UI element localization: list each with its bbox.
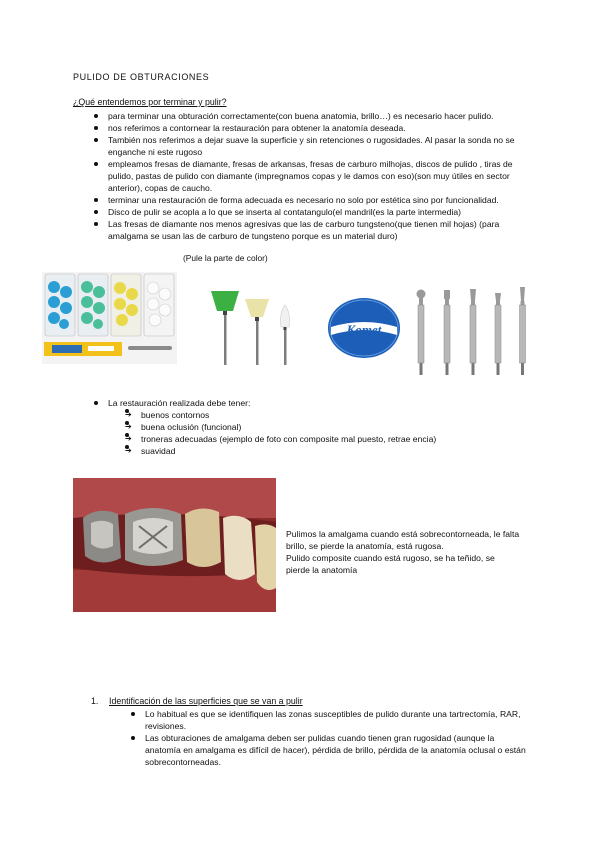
restoration-intro: La restauración realizada debe tener:	[108, 398, 251, 408]
list-item: Las fresas de diamante nos menos agresivas que las de carburo tungsteno(que tienen mil hojas) (para amalgama se usan las de carburo de tungsteno porque es un material duro)	[91, 218, 536, 242]
polishing-cups-image	[205, 285, 303, 367]
list-item: Disco de pulir se acopla a lo que se inserta al contatangulo(el mandril(es la parte intermedia)	[91, 206, 536, 218]
komet-logo-text: Komet	[346, 322, 382, 337]
photo-description	[286, 516, 521, 576]
numbered-heading	[91, 696, 303, 706]
list-item: ➔ buenos contornos	[125, 409, 491, 421]
section-number: 1.	[91, 696, 99, 706]
image-caption: (Pule la parte de color)	[183, 253, 268, 263]
list-item: nos referimos a contornear la restauración para obtener la anatomía deseada.	[91, 122, 536, 134]
polishing-discs-image	[42, 272, 177, 364]
intro-bullet-list	[91, 110, 536, 242]
burs-image	[410, 285, 540, 385]
section-title: Identificación de las superficies que se van a pulir	[109, 696, 303, 706]
restoration-bullet-list	[91, 397, 491, 457]
section1-bullet-list	[128, 708, 528, 768]
list-item	[91, 397, 491, 457]
photo-description-text: Pulimos la amalgama cuando está sobrecontorneada, le falta brillo, se pierde la anatomía, está rugosa. Pulido composite cuando está rugoso, se ha teñido, se pierde la anatomía	[286, 529, 520, 575]
list-item: ➔ suavidad	[125, 445, 491, 457]
list-item: ➔ troneras adecuadas (ejemplo de foto con composite mal puesto, retrae encia)	[125, 433, 491, 445]
list-item: ➔ buena oclusión (funcional)	[125, 421, 491, 433]
komet-logo	[318, 297, 410, 359]
list-item: Las obturaciones de amalgama deben ser pulidas cuando tienen gran rugosidad (aunque la anatomía en amalgama es difícil de hacer), pérdida de brillo, pérdida de la anatomía oclusal o están sobrecontorneadas.	[128, 732, 528, 768]
list-item: terminar una restauración de forma adecuada es necesario no solo por estética sino por funcionalidad.	[91, 194, 536, 206]
list-item: También nos referimos a dejar suave la superficie y sin retenciones o rugosidades. Al pasar la sonda no se enganche ni este rugoso	[91, 134, 536, 158]
list-item: para terminar una obturación correctamente(con buena anatomia, brillo…) es necesario hacer pulido.	[91, 110, 536, 122]
list-item: empleamos fresas de diamante, fresas de arkansas, fresas de carburo milhojas, discos de pulido , tiras de pulido, pastas de pulido con diamante (impregnamos copas y le damos con eso)(son muy útiles en sector anterior), copas de caucho.	[91, 158, 536, 194]
restoration-requirements-list	[125, 409, 491, 457]
dental-photo	[73, 478, 276, 612]
section-heading: ¿Qué entendemos por terminar y pulir?	[73, 97, 227, 107]
document-title: PULIDO DE OBTURACIONES	[73, 72, 210, 82]
list-item: Lo habitual es que se identifiquen las zonas susceptibles de pulido durante una tartrectomía, RAR, revisiones.	[128, 708, 528, 732]
